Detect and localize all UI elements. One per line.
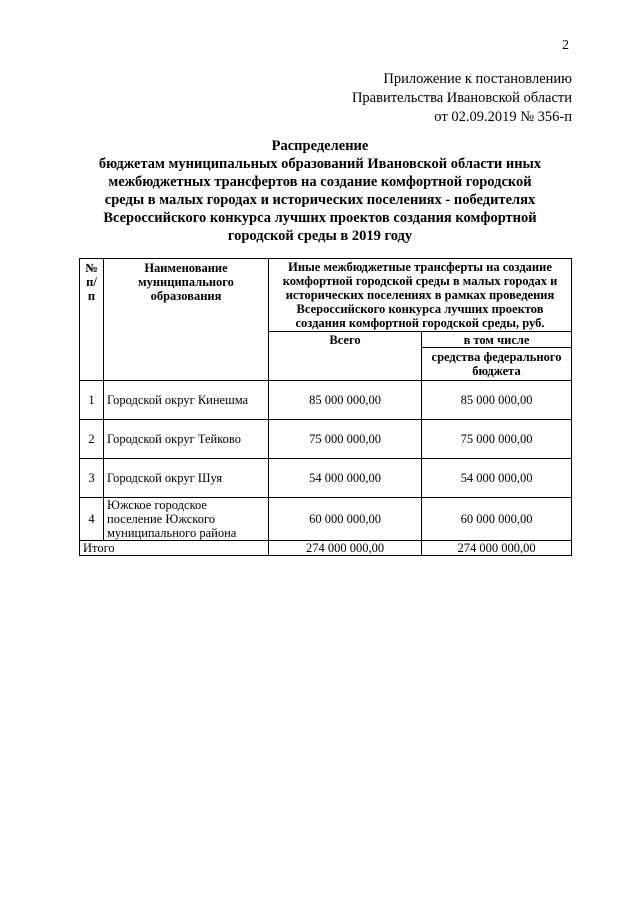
- header-transfers: Иные межбюджетные трансферты на создание комфортной городской среды в малых городах и исторических поселениях в рамках проведения Всероссийского конкурса лучших проектов создания комфортной городской среды, руб.: [269, 259, 572, 332]
- table-row: [80, 381, 572, 420]
- title-line-6: городской среды в 2019 году: [227, 228, 413, 244]
- title-line-3: межбюджетных трансфертов на создание комфортной городской: [108, 174, 532, 190]
- row-name: Городской округ Тейково: [104, 420, 269, 459]
- row-name: Городской округ Шуя: [104, 459, 269, 498]
- total-row: [80, 541, 572, 556]
- header-name: Наименование муниципального образования: [104, 259, 269, 381]
- table-row: [80, 459, 572, 498]
- header-including: в том числе: [422, 332, 572, 348]
- title-line-4: среды в малых городах и исторических поселениях - победителях: [104, 192, 536, 208]
- row-num: 1: [80, 381, 104, 420]
- document-title: [60, 137, 580, 245]
- appendix-note: [352, 70, 572, 127]
- row-num: 4: [80, 498, 104, 541]
- row-total: 60 000 000,00: [269, 498, 422, 541]
- page-number: 2: [562, 38, 569, 53]
- total-sum: 274 000 000,00: [269, 541, 422, 556]
- row-num: 2: [80, 420, 104, 459]
- appendix-line-3: от 02.09.2019 № 356-п: [434, 109, 572, 125]
- row-name: Южское городское поселение Южского муниципального района: [104, 498, 269, 541]
- header-num: № п/п: [80, 259, 104, 381]
- row-name: Городской округ Кинешма: [104, 381, 269, 420]
- row-total: 54 000 000,00: [269, 459, 422, 498]
- row-total: 75 000 000,00: [269, 420, 422, 459]
- row-federal: 75 000 000,00: [422, 420, 572, 459]
- header-federal: средства федерального бюджета: [422, 348, 572, 381]
- table-row: [80, 498, 572, 541]
- total-federal: 274 000 000,00: [422, 541, 572, 556]
- row-federal: 60 000 000,00: [422, 498, 572, 541]
- appendix-line-2: Правительства Ивановской области: [351, 90, 572, 106]
- title-line-1: Распределение: [271, 138, 369, 154]
- distribution-table: [79, 258, 572, 556]
- row-total: 85 000 000,00: [269, 381, 422, 420]
- total-label: Итого: [80, 541, 269, 556]
- row-federal: 54 000 000,00: [422, 459, 572, 498]
- table-row: [80, 420, 572, 459]
- title-line-2: бюджетам муниципальных образований Ивановской области иных: [98, 156, 542, 172]
- appendix-line-1: Приложение к постановлению: [383, 71, 572, 87]
- header-total: Всего: [269, 332, 422, 381]
- row-federal: 85 000 000,00: [422, 381, 572, 420]
- title-line-5: Всероссийского конкурса лучших проектов создания комфортной: [103, 210, 537, 226]
- row-num: 3: [80, 459, 104, 498]
